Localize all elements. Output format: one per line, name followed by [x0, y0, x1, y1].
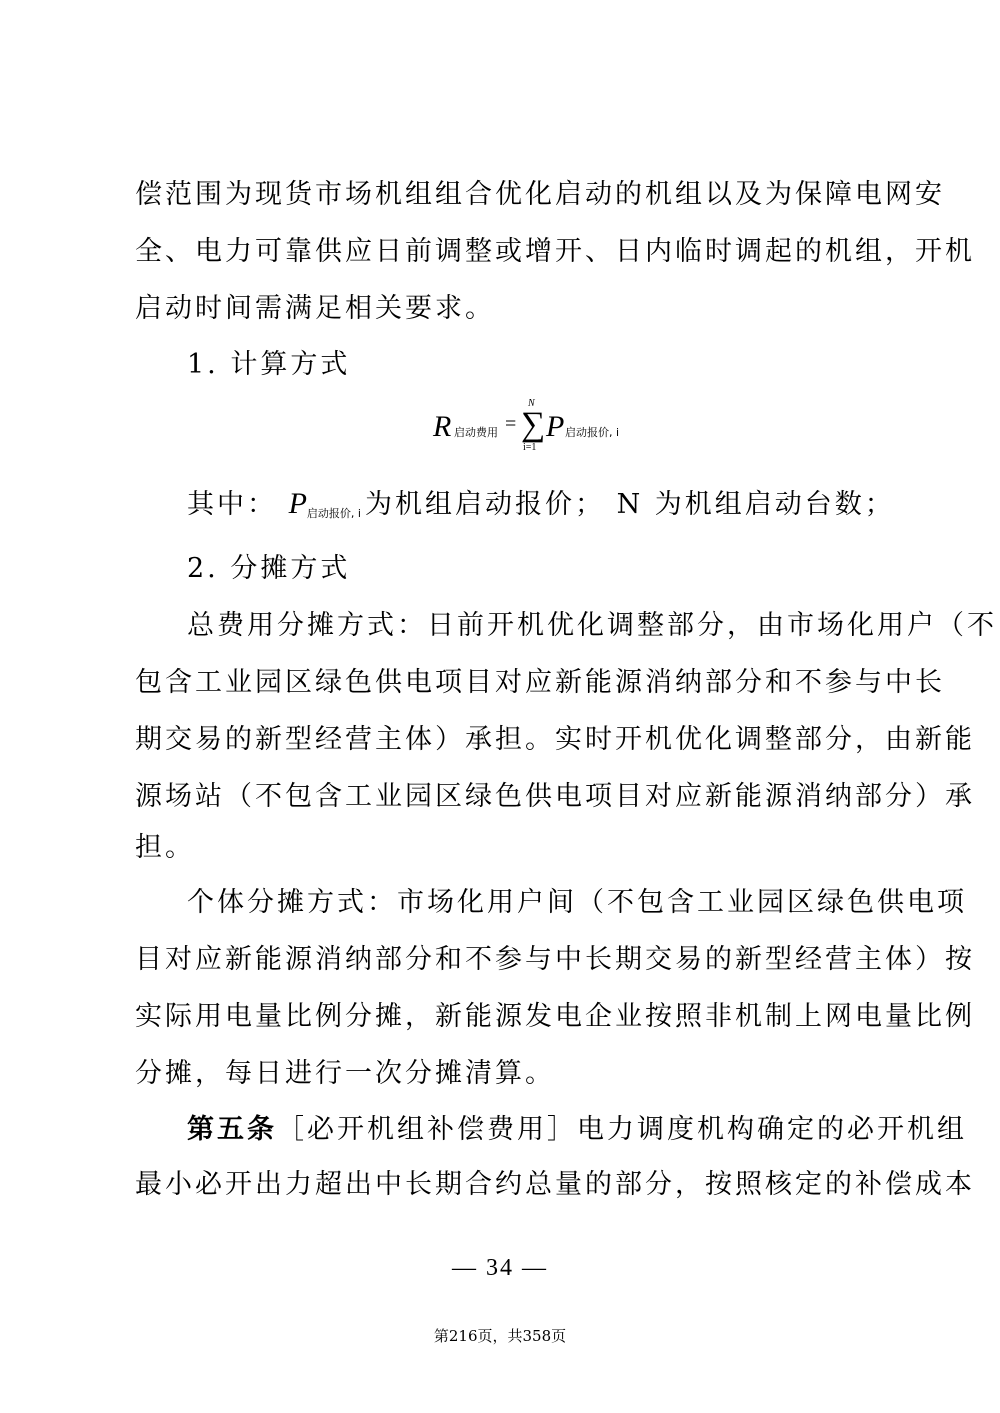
paragraph-line: 分摊，每日进行一次分摊清算。 [135, 1058, 555, 1089]
paragraph-line: 总费用分摊方式：日前开机优化调整部分，由市场化用户（不 [187, 610, 997, 641]
paragraph-line: 包含工业园区绿色供电项目对应新能源消纳部分和不参与中长 [135, 667, 945, 698]
formula-lhs-subscript: 启动费用 [454, 426, 498, 439]
paragraph-line: 期交易的新型经营主体）承担。实时开机优化调整部分，由新能 [135, 724, 975, 755]
paragraph-line: 实际用电量比例分摊，新能源发电企业按照非机制上网电量比例 [135, 1001, 975, 1032]
formula-sum-lower: i=1 [523, 442, 537, 453]
formula-sum-symbol: ∑ [521, 406, 546, 443]
formula-rhs-symbol: P [546, 410, 565, 443]
article-line [187, 1110, 967, 1150]
section-heading: 1. 计算方式 [187, 349, 351, 380]
explanation-subscript: 启动报价, i [306, 507, 361, 520]
paragraph-line: 目对应新能源消纳部分和不参与中长期交易的新型经营主体）按 [135, 944, 975, 975]
paragraph-line: 偿范围为现货市场机组组合优化启动的机组以及为保障电网安 [135, 179, 945, 210]
paragraph-line: 启动时间需满足相关要求。 [135, 293, 495, 324]
formula-sum-upper: N [528, 398, 535, 409]
formula-lhs-symbol: R [433, 410, 452, 443]
formula-rhs-subscript: 启动报价, i [565, 426, 620, 439]
section-heading: 2. 分摊方式 [187, 553, 351, 584]
page-footer: 第216页，共358页 [433, 1327, 567, 1345]
page-number: — 34 — [452, 1255, 548, 1281]
paragraph-line: 源场站（不包含工业园区绿色供电项目对应新能源消纳部分）承 [135, 781, 975, 812]
paragraph-line: 个体分摊方式：市场化用户间（不包含工业园区绿色供电项 [187, 887, 967, 918]
article-number: 第五条 [187, 1114, 277, 1145]
paragraph-line: 全、电力可靠供应日前调整或增开、日内临时调起的机组，开机 [135, 236, 975, 267]
formula-equals: = [505, 413, 517, 435]
paragraph-line: 担。 [135, 832, 195, 863]
formula [433, 400, 673, 460]
article-text: ［必开机组补偿费用］电力调度机构确定的必开机组 [277, 1114, 967, 1145]
explanation-suffix: 为机组启动报价； N 为机组启动台数； [364, 489, 895, 520]
explanation-prefix: 其中： [187, 489, 277, 520]
paragraph-line: 最小必开出力超出中长期合约总量的部分，按照核定的补偿成本 [135, 1169, 975, 1200]
explanation-symbol: P [288, 487, 307, 520]
formula-explanation [187, 484, 895, 534]
